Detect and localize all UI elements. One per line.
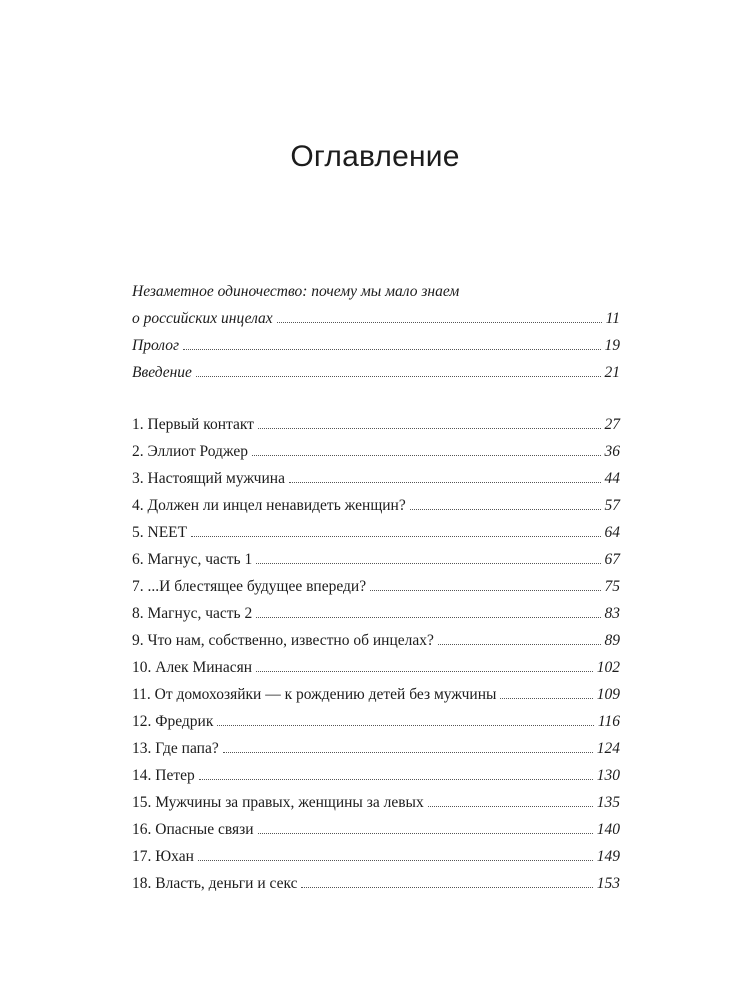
toc-page-number: 130 xyxy=(596,767,620,784)
toc-entry-chapter-5[interactable] xyxy=(132,522,620,544)
toc-entry-chapter-9[interactable] xyxy=(132,630,620,652)
toc-entry-label: 9. Что нам, собственно, известно об инцелах? xyxy=(132,632,434,649)
toc-page-number: 11 xyxy=(605,310,620,327)
toc-entry-label-line1: Незаметное одиночество: почему мы мало знаем xyxy=(132,283,460,300)
dot-leader xyxy=(252,455,600,456)
toc-entry-label: 18. Власть, деньги и секс xyxy=(132,875,298,892)
toc-entry-label: 3. Настоящий мужчина xyxy=(132,470,285,487)
toc-page-number: 109 xyxy=(596,686,620,703)
toc-page-number: 102 xyxy=(596,659,620,676)
toc-entry-chapter-18[interactable] xyxy=(132,873,620,895)
toc-page-number: 135 xyxy=(596,794,620,811)
toc-entry-chapter-4[interactable] xyxy=(132,495,620,517)
toc-entry-label: 13. Где папа? xyxy=(132,740,219,757)
toc-entry-label: 15. Мужчины за правых, женщины за левых xyxy=(132,794,424,811)
toc-entry-chapter-15[interactable] xyxy=(132,792,620,814)
toc-entry-label: 4. Должен ли инцел ненавидеть женщин? xyxy=(132,497,406,514)
toc-entry-label: Введение xyxy=(132,364,192,381)
dot-leader xyxy=(217,725,594,726)
toc-page-number: 21 xyxy=(604,364,620,381)
toc-entry-chapter-13[interactable] xyxy=(132,738,620,760)
toc-page-number: 44 xyxy=(604,470,620,487)
dot-leader xyxy=(438,644,601,645)
toc-page-number: 19 xyxy=(604,337,620,354)
toc-entry-label: 17. Юхан xyxy=(132,848,194,865)
toc-entry-label: 2. Эллиот Роджер xyxy=(132,443,249,460)
toc-entry-label: 8. Магнус, часть 2 xyxy=(132,605,253,622)
toc-page-number: 27 xyxy=(604,416,620,433)
toc-entry-chapter-16[interactable] xyxy=(132,819,620,841)
toc-entry-chapter-14[interactable] xyxy=(132,765,620,787)
dot-leader xyxy=(256,617,600,618)
dot-leader xyxy=(370,590,600,591)
toc-page-number: 83 xyxy=(604,605,620,622)
toc-entry-chapter-3[interactable] xyxy=(132,468,620,490)
dot-leader xyxy=(500,698,592,699)
dot-leader xyxy=(183,349,600,350)
toc-page-number: 140 xyxy=(596,821,620,838)
toc-entry-label: 6. Магнус, часть 1 xyxy=(132,551,253,568)
toc-page-number: 36 xyxy=(604,443,620,460)
toc-entry-chapter-7[interactable] xyxy=(132,576,620,598)
dot-leader xyxy=(256,671,593,672)
toc-entry-label: 14. Петер xyxy=(132,767,195,784)
toc-entry-chapter-8[interactable] xyxy=(132,603,620,625)
toc-entry-chapter-10[interactable] xyxy=(132,657,620,679)
dot-leader xyxy=(301,887,592,888)
toc-title: Оглавление xyxy=(290,140,460,173)
dot-leader xyxy=(410,509,601,510)
dot-leader xyxy=(196,376,601,377)
toc-entry-chapter-1[interactable] xyxy=(132,414,620,436)
toc-page-number: 116 xyxy=(597,713,620,730)
toc-page-number: 75 xyxy=(604,578,620,595)
toc-entry-label: 1. Первый контакт xyxy=(132,416,254,433)
toc-page-number: 124 xyxy=(596,740,620,757)
dot-leader xyxy=(428,806,593,807)
toc-page-number: 153 xyxy=(596,875,620,892)
toc-page-number: 89 xyxy=(604,632,620,649)
dot-leader xyxy=(191,536,600,537)
toc-entry-label: 5. NEET xyxy=(132,524,188,541)
toc-page-number: 67 xyxy=(604,551,620,568)
dot-leader xyxy=(199,779,593,780)
toc-page-number: 57 xyxy=(604,497,620,514)
dot-leader xyxy=(289,482,601,483)
toc-entry-front-0[interactable] xyxy=(132,308,620,330)
toc-entry-label: о российских инцелах xyxy=(132,310,273,327)
dot-leader xyxy=(277,322,602,323)
toc-entry-front-2[interactable] xyxy=(132,362,620,384)
dot-leader xyxy=(256,563,600,564)
dot-leader xyxy=(223,752,593,753)
toc-entry-chapter-12[interactable] xyxy=(132,711,620,733)
dot-leader xyxy=(198,860,593,861)
toc-page-number: 64 xyxy=(604,524,620,541)
toc-page-number: 149 xyxy=(596,848,620,865)
dot-leader xyxy=(258,833,593,834)
toc-entry-label: 7. ...И блестящее будущее впереди? xyxy=(132,578,367,595)
dot-leader xyxy=(258,428,601,429)
toc-entry-label: 11. От домохозяйки — к рождению детей без мужчины xyxy=(132,686,497,703)
toc-entry-label: Пролог xyxy=(132,337,180,354)
toc-entry-chapter-17[interactable] xyxy=(132,846,620,868)
toc-entry-chapter-6[interactable] xyxy=(132,549,620,571)
toc-entry-front-1[interactable] xyxy=(132,335,620,357)
toc-entry-chapter-2[interactable] xyxy=(132,441,620,463)
toc-entry-chapter-11[interactable] xyxy=(132,684,620,706)
toc-entry-label: 16. Опасные связи xyxy=(132,821,254,838)
toc-entry-label: 12. Фредрик xyxy=(132,713,214,730)
toc-entry-label: 10. Алек Минасян xyxy=(132,659,253,676)
